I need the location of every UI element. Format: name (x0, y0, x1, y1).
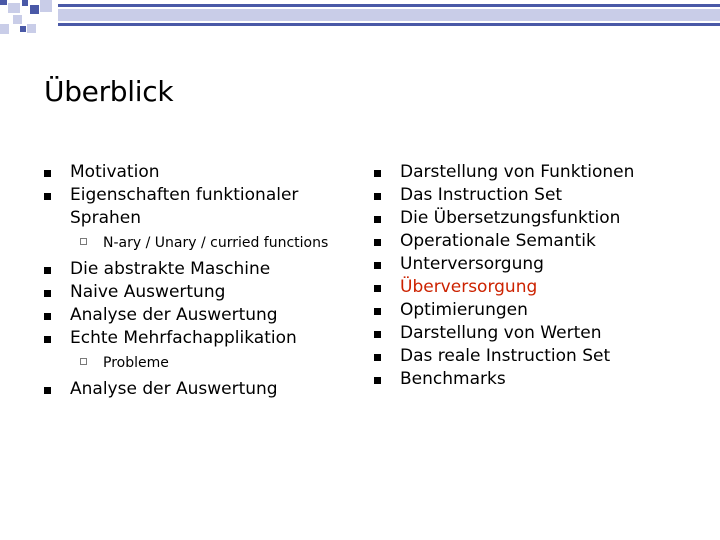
right-bullet-list (374, 161, 704, 391)
bullet-item (44, 258, 334, 281)
bullet-text: Analyse der Auswertung (70, 305, 278, 325)
square-bullet-icon (374, 262, 381, 269)
left-bullet-list (44, 161, 334, 401)
bullet-item (374, 299, 704, 322)
bullet-text: Optimierungen (400, 300, 528, 320)
bullet-item (374, 184, 704, 207)
bullet-text: Das reale Instruction Set (400, 346, 611, 366)
square-bullet-icon (374, 216, 381, 223)
bullet-item (44, 161, 334, 184)
bullet-text: Das Instruction Set (400, 185, 563, 205)
bullet-item (44, 304, 334, 327)
square-bullet-icon (374, 377, 381, 384)
square-bullet-icon (44, 336, 51, 343)
square-bullet-icon (44, 170, 51, 177)
bullet-item (44, 378, 334, 401)
square-bullet-icon (374, 239, 381, 246)
bullet-text: Unterversorgung (400, 254, 544, 274)
bullet-text: Die Übersetzungsfunktion (400, 208, 621, 228)
square-bullet-icon (44, 267, 51, 274)
bullet-item (374, 276, 704, 299)
square-bullet-icon (374, 285, 381, 292)
bullet-text: Die abstrakte Maschine (70, 259, 271, 279)
sub-bullet-item (44, 354, 334, 372)
bullet-text: Analyse der Auswertung (70, 379, 278, 399)
square-bullet-icon (44, 387, 51, 394)
bullet-item (44, 184, 320, 230)
bullet-item (374, 345, 704, 368)
bullet-item (374, 230, 704, 253)
bullet-text: Operationale Semantik (400, 231, 596, 251)
square-bullet-icon (44, 313, 51, 320)
square-bullet-icon (374, 354, 381, 361)
bullet-text: Darstellung von Funktionen (400, 162, 635, 182)
bullet-text: Naive Auswertung (70, 282, 226, 302)
bullet-item (374, 161, 704, 184)
hollow-square-bullet-icon (80, 238, 87, 245)
bullet-text: Echte Mehrfachapplikation (70, 328, 297, 348)
hollow-square-bullet-icon (80, 358, 87, 365)
bullet-text: Darstellung von Werten (400, 323, 602, 343)
bullet-item (44, 327, 334, 350)
bullet-text: N-ary / Unary / curried functions (103, 235, 329, 251)
bullet-item (44, 281, 334, 304)
bullet-text: Eigenschaften funktionaler Sprahen (70, 185, 299, 228)
bullet-text: Motivation (70, 162, 160, 182)
sub-bullet-item (44, 234, 333, 252)
square-bullet-icon (374, 193, 381, 200)
square-bullet-icon (44, 290, 51, 297)
slide-title: Überblick (44, 75, 174, 108)
bullet-text: Benchmarks (400, 369, 506, 389)
header-decoration (0, 0, 720, 40)
bullet-item (374, 368, 704, 391)
square-bullet-icon (374, 308, 381, 315)
bullet-text: Überversorgung (400, 277, 538, 297)
square-bullet-icon (374, 331, 381, 338)
bullet-item (374, 322, 704, 345)
bullet-text: Probleme (103, 355, 169, 371)
bullet-item (374, 253, 704, 276)
square-bullet-icon (44, 193, 51, 200)
bullet-item (374, 207, 704, 230)
square-bullet-icon (374, 170, 381, 177)
